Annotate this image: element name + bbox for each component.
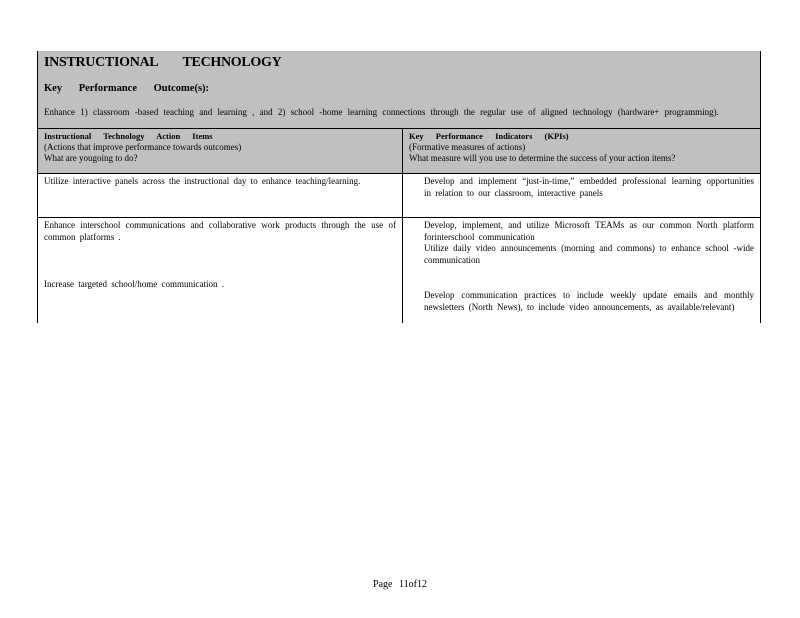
bullet-icon bbox=[409, 220, 424, 243]
action-item: Increase targeted school/home communication . bbox=[44, 279, 225, 289]
left-column-header bbox=[38, 129, 403, 173]
left-header-line2: What are yougoing to do? bbox=[44, 153, 138, 163]
bullet-icon bbox=[409, 243, 424, 266]
action-cell bbox=[38, 218, 403, 323]
indicator-text: Develop, implement, and utilize Microsoft TEAMs as our common North platform forinterschool communication bbox=[424, 220, 754, 242]
indicator-item bbox=[409, 243, 754, 266]
page-number: Page 11of12 bbox=[373, 579, 427, 590]
page-title: INSTRUCTIONAL TECHNOLOGY bbox=[44, 55, 282, 70]
bullet-icon bbox=[409, 290, 424, 313]
indicator-cell bbox=[403, 218, 760, 323]
right-header-title: Key Performance Indicators (KPIs) bbox=[409, 131, 569, 141]
indicator-item bbox=[409, 290, 754, 313]
document-table bbox=[37, 51, 761, 323]
header-block bbox=[38, 51, 760, 128]
indicator-item bbox=[409, 220, 754, 243]
table-row bbox=[38, 173, 760, 217]
column-header-row bbox=[38, 128, 760, 173]
action-cell bbox=[38, 174, 403, 217]
indicator-text: Develop communication practices to include weekly update emails and monthly newsletters (North News), to include video announcements, as available/relevant) bbox=[424, 290, 754, 312]
kpo-label: Key Performance Outcome(s): bbox=[44, 83, 210, 94]
action-item: Enhance interschool communications and collaborative work products through the use of common platforms . bbox=[44, 220, 396, 242]
right-header-line2: What measure will you use to determine the success of your action items? bbox=[409, 153, 676, 163]
table-row bbox=[38, 217, 760, 323]
bullet-icon bbox=[409, 176, 424, 199]
outcome-text: Enhance 1) classroom -based teaching and learning , and 2) school -home learning connections through the regular use of aligned technology (hardware+ programming). bbox=[44, 107, 719, 117]
right-header-line1: (Formative measures of actions) bbox=[409, 142, 526, 152]
indicator-item bbox=[409, 176, 754, 199]
left-header-title: Instructional Technology Action Items bbox=[44, 131, 213, 141]
action-item: Utilize interactive panels across the instructional day to enhance teaching/learning. bbox=[44, 176, 361, 186]
left-header-line1: (Actions that improve performance towards outcomes) bbox=[44, 142, 242, 152]
indicator-text: Utilize daily video announcements (morning and commons) to enhance school -wide communication bbox=[424, 243, 754, 265]
indicator-cell bbox=[403, 174, 760, 217]
indicator-text: Develop and implement “just-in-time,” embedded professional learning opportunities in relation to our classroom, interactive panels bbox=[424, 176, 754, 198]
right-column-header bbox=[403, 129, 760, 173]
